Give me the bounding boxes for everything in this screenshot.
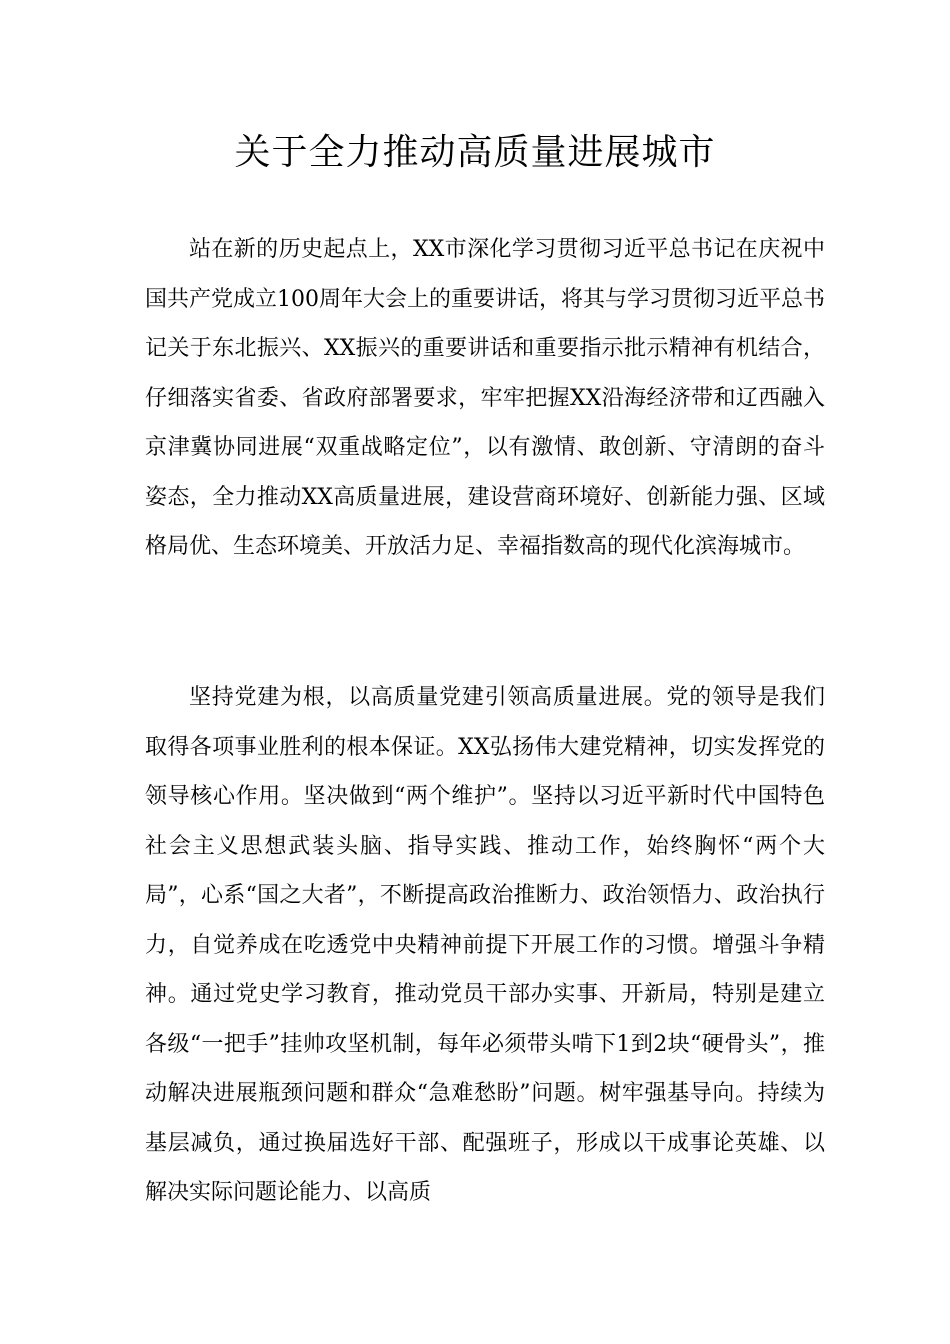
- paragraph-party-building: 坚持党建为根，以高质量党建引领高质量进展。党的领导是我们取得各项事业胜利的根本保证。XX弘扬伟大建党精神，切实发挥党的领导核心作用。坚决做到“两个维护”。坚持以习近平新时代中国特色社会主义思想武装头脑、指导实践、推动工作，始终胸怀“两个大局”，心系“国之大者”，不断提高政治推断力、政治领悟力、政治执行力，自觉养成在吃透党中央精神前提下开展工作的习惯。增强斗争精神。通过党史学习教育，推动党员干部办实事、开新局，特别是建立各级“一把手”挂帅攻坚机制，每年必须带头啃下1到2块“硬骨头”，推动解决进展瓶颈问题和群众“急难愁盼”问题。树牢强基导向。持续为基层减负，通过换届选好干部、配强班子，形成以干成事论英雄、以解决实际问题论能力、以高质: [145, 685, 825, 1205]
- paragraph-intro: 站在新的历史起点上，XX市深化学习贯彻习近平总书记在庆祝中国共产党成立100周年大会上的重要讲话，将其与学习贯彻习近平总书记关于东北振兴、XX振兴的重要讲话和重要指示批示精神有机结合，仔细落实省委、省政府部署要求，牢牢把握XX沿海经济带和辽西融入京津冀协同进展“双重战略定位”，以有激情、敢创新、守清朗的奋斗姿态，全力推动XX高质量进展，建设营商环境好、创新能力强、区域格局优、生态环境美、开放活力足、幸福指数高的现代化滨海城市。: [145, 237, 825, 559]
- document-title: 关于全力推动高质量进展城市: [234, 132, 716, 173]
